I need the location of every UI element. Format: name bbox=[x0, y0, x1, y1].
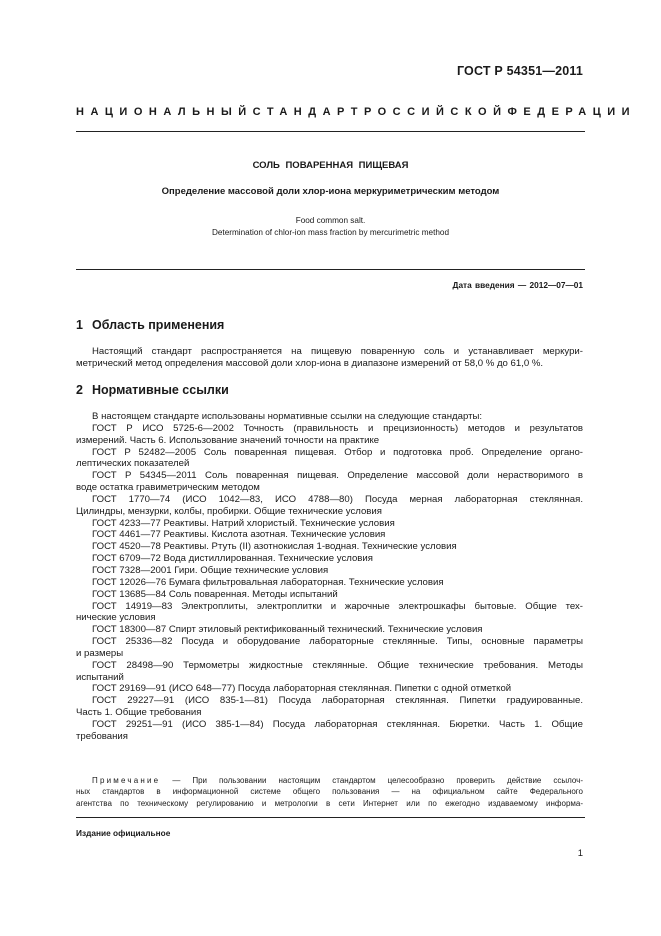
text-line: В настоящем стандарте использованы нормативные ссылки на следующие стандарты: bbox=[92, 411, 483, 422]
reference-line: ГОСТ 13685—84 Соль поваренная. Методы испытаний bbox=[92, 588, 338, 600]
reference-line: измерений. Часть 6. Использование значений точности на практике bbox=[76, 434, 380, 446]
banner-word: НАЦИОНАЛЬНЫЙ bbox=[76, 106, 253, 118]
page-number: 1 bbox=[577, 848, 583, 859]
section-1-body bbox=[76, 346, 583, 370]
reference-line: нические условия bbox=[76, 612, 156, 624]
reference-line: ГОСТ 4233—77 Реактивы. Натрий хлористый. Технические условия bbox=[92, 517, 395, 529]
reference-line: ГОСТ 4520—78 Реактивы. Ртуть (II) азотнокислая 1-водная. Технические условия bbox=[92, 541, 457, 553]
reference-line: воде остатка гравиметрическим методом bbox=[76, 482, 260, 494]
reference-line: ГОСТ 6709—72 Вода дистиллированная. Технические условия bbox=[92, 553, 373, 565]
document-title: СОЛЬ ПОВАРЕННАЯ ПИЩЕВАЯ bbox=[252, 160, 409, 171]
text-line: Настоящий стандарт распространяется на пищевую поваренную соль и устанавливает меркури- bbox=[92, 346, 583, 357]
reference-line: ГОСТ 7328—2001 Гири. Общие технические условия bbox=[92, 564, 329, 576]
section-2-body bbox=[76, 411, 583, 743]
english-title-line: Determination of chlor-ion mass fraction by mercurimetric method bbox=[211, 228, 450, 237]
note-line: ных стандартов в информационной системе общего пользования — на официальном сайте Федерального bbox=[76, 787, 583, 797]
reference-line: требования bbox=[76, 730, 128, 742]
introduction-date: Дата введения — 2012—07—01 bbox=[452, 280, 583, 290]
note-block bbox=[76, 775, 583, 809]
reference-line: Цилиндры, мензурки, колбы, пробирки. Общие технические условия bbox=[76, 505, 382, 517]
english-title-line: Food common salt. bbox=[295, 216, 366, 225]
note-line: агентства по техническому регулированию и метрологии в сети Интернет или по ежегодно издаваемому информа- bbox=[76, 798, 583, 808]
section-number: 1 bbox=[76, 318, 83, 332]
reference-line: ГОСТ Р 52482—2005 Соль поваренная пищевая. Отбор и подготовка проб. Определение органо- bbox=[92, 446, 583, 458]
reference-line: ГОСТ 25336—82 Посуда и оборудование лабораторные стеклянные. Типы, основные параметры bbox=[92, 636, 583, 648]
reference-line: ГОСТ 12026—76 Бумага фильтровальная лабораторная. Технические условия bbox=[92, 576, 444, 588]
reference-line: и размеры bbox=[76, 647, 124, 659]
title-divider bbox=[76, 269, 585, 270]
reference-line: ГОСТ 14919—83 Электроплиты, электроплитки и жарочные электрошкафы бытовые. Общие тех- bbox=[92, 600, 583, 612]
note-label: Примечание bbox=[92, 776, 161, 785]
document-subtitle: Определение массовой доли хлор-иона меркуриметрическим методом bbox=[161, 186, 500, 197]
standard-code: ГОСТ Р 54351—2011 bbox=[456, 64, 583, 78]
reference-line: ГОСТ Р 54345—2011 Соль поваренная пищевая. Определение массовой доли нерастворимого в bbox=[92, 470, 583, 482]
reference-line: ГОСТ 29227—91 (ИСО 835-1—81) Посуда лабораторная стеклянная. Пипетки градуированные. bbox=[92, 695, 583, 707]
section-1-heading bbox=[76, 318, 224, 332]
reference-line: ГОСТ Р ИСО 5725-6—2002 Точность (правильность и прецизионность) методов и результатов bbox=[92, 422, 583, 434]
section-title: Нормативные ссылки bbox=[92, 383, 229, 397]
national-standard-banner bbox=[76, 106, 637, 118]
text-line: метрический метод определения массовой доли хлор-иона в диапазоне измерений от 58,0 % до 61,0 %. bbox=[76, 357, 544, 369]
banner-word: СТАНДАРТ bbox=[252, 106, 364, 118]
reference-line: ГОСТ 18300—87 Спирт этиловый ректификованный технический. Технические условия bbox=[92, 624, 483, 636]
reference-line: ГОСТ 1770—74 (ИСО 1042—83, ИСО 4788—80) Посуда мерная лабораторная стеклянная. bbox=[92, 493, 583, 505]
reference-line: ГОСТ 29169—91 (ИСО 648—77) Посуда лабораторная стеклянная. Пипетки с одной отметкой bbox=[92, 683, 512, 695]
section-2-heading bbox=[76, 383, 229, 397]
top-divider bbox=[76, 131, 585, 132]
reference-line: ГОСТ 4461—77 Реактивы. Кислота азотная. Технические условия bbox=[92, 529, 386, 541]
reference-line: ГОСТ 29251—91 (ИСО 385-1—84) Посуда лабораторная стеклянная. Бюретки. Часть 1. Общие bbox=[92, 718, 583, 730]
section-number: 2 bbox=[76, 383, 83, 397]
reference-line: испытаний bbox=[76, 671, 124, 683]
reference-line: лептических показателей bbox=[76, 458, 190, 470]
footer-divider bbox=[76, 817, 585, 818]
banner-word: РОССИЙСКОЙ bbox=[363, 106, 508, 118]
note-line bbox=[76, 775, 583, 786]
banner-word: ФЕДЕРАЦИИ bbox=[507, 106, 637, 118]
section-title: Область применения bbox=[92, 318, 225, 332]
reference-line: Часть 1. Общие требования bbox=[76, 707, 202, 719]
official-edition-label: Издание официальное bbox=[76, 828, 171, 838]
reference-line: ГОСТ 28498—90 Термометры жидкостные стеклянные. Общие технические требования. Методы bbox=[92, 659, 583, 671]
note-text: — При пользовании настоящим стандартом целесообразно проверить действие ссылоч- bbox=[172, 776, 583, 785]
